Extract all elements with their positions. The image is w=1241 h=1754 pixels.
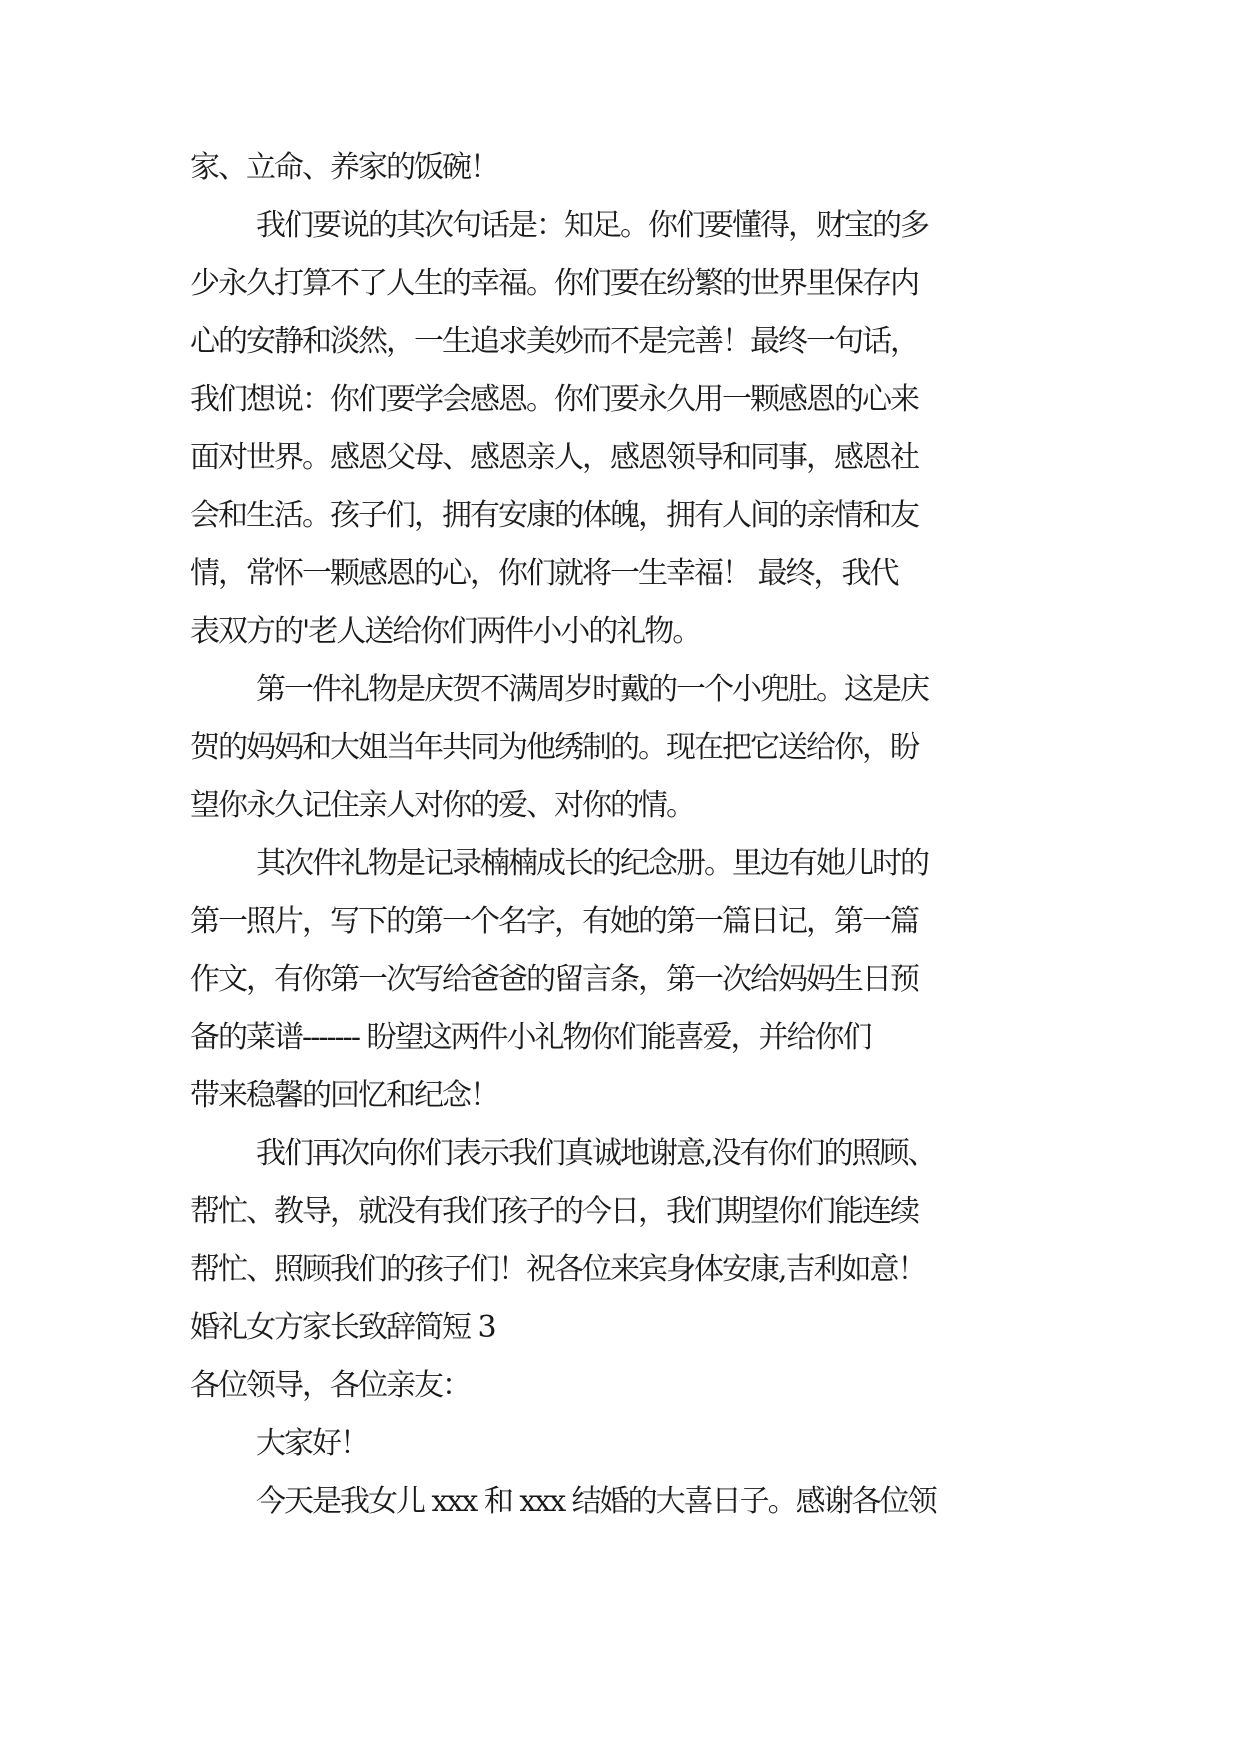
text-line: 心的安静和淡然，一生追求美妙而不是完善！最终一句话， [190, 324, 918, 359]
salutation: 各位领导，各位亲友： [190, 1368, 470, 1403]
text-line: 帮忙、教导，就没有我们孩子的今日，我们期望你们能连续 [190, 1194, 918, 1229]
section-heading: 婚礼女方家长致辞简短 3 [190, 1310, 495, 1345]
text-line: 备的菜谱------- 盼望这两件小礼物你们能喜爱，并给你们 [190, 1020, 871, 1055]
text-line: 其次件礼物是记录楠楠成长的纪念册。里边有她儿时的 [256, 846, 928, 881]
text-line: 作文，有你第一次写给爸爸的留言条，第一次给妈妈生日预 [190, 962, 918, 997]
text-line: 第一件礼物是庆贺不满周岁时戴的一个小兜肚。这是庆 [256, 672, 928, 707]
text-line: 情，常怀一颗感恩的心，你们就将一生幸福！ 最终，我代 [190, 556, 898, 591]
text-line: 少永久打算不了人生的幸福。你们要在纷繁的世界里保存内 [190, 266, 918, 301]
text-line: 表双方的'老人送给你们两件小小的礼物。 [190, 614, 701, 649]
text-line: 望你永久记住亲人对你的爱、对你的情。 [190, 788, 694, 823]
text-line: 第一照片，写下的第一个名字，有她的第一篇日记，第一篇 [190, 904, 918, 939]
text-line: 面对世界。感恩父母、感恩亲人，感恩领导和同事，感恩社 [190, 440, 918, 475]
greeting: 大家好！ [256, 1426, 368, 1461]
text-line: 会和生活。孩子们，拥有安康的体魄，拥有人间的亲情和友 [190, 498, 918, 533]
text-line: 我们再次向你们表示我们真诚地谢意,没有你们的照顾、 [256, 1136, 936, 1171]
text-line: 家、立命、养家的饭碗！ [190, 150, 498, 185]
text-line: 贺的妈妈和大姐当年共同为他绣制的。现在把它送给你，盼 [190, 730, 918, 765]
text-line: 带来稳馨的回忆和纪念！ [190, 1078, 498, 1113]
text-line: 今天是我女儿 xxx 和 xxx 结婚的大喜日子。感谢各位领 [256, 1484, 936, 1519]
text-line: 我们要说的其次句话是：知足。你们要懂得，财宝的多 [256, 208, 928, 243]
text-line: 帮忙、照顾我们的孩子们！祝各位来宾身体安康,吉利如意！ [190, 1252, 926, 1287]
text-line: 我们想说：你们要学会感恩。你们要永久用一颗感恩的心来 [190, 382, 918, 417]
